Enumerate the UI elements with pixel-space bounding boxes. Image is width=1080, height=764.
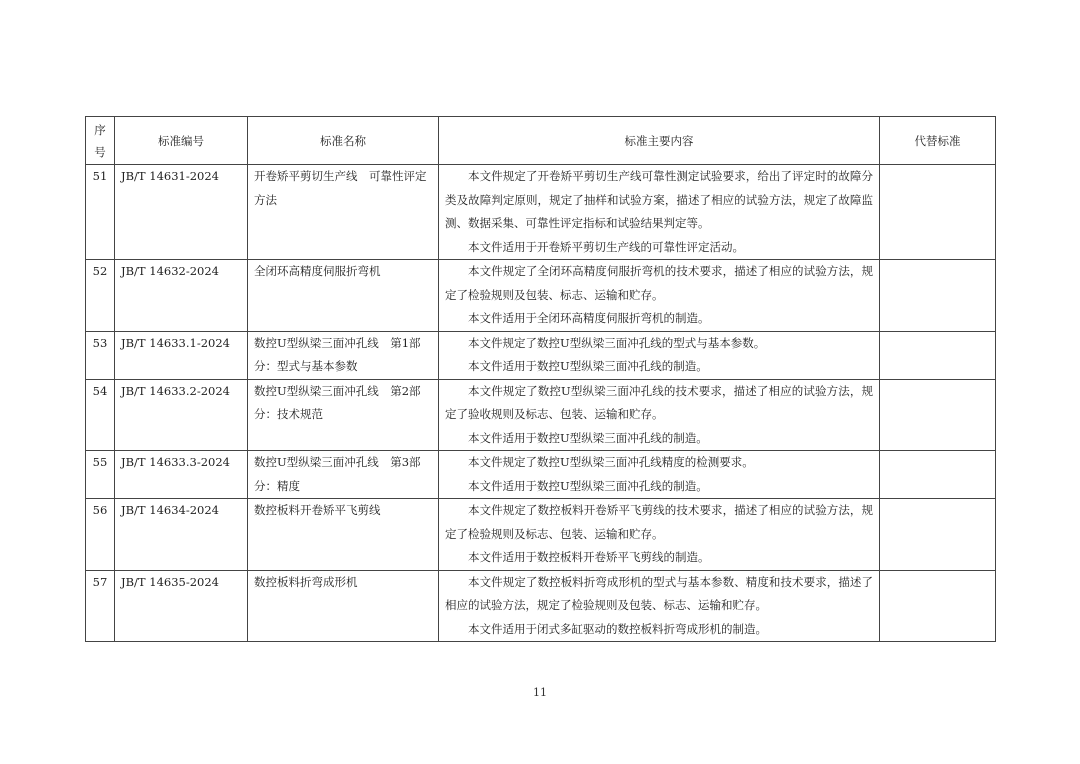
table-row — [86, 451, 996, 499]
cell-content — [439, 165, 880, 260]
content-paragraph: 本文件适用于数控U型纵梁三面冲孔线的制造。 — [468, 478, 708, 493]
header-row — [86, 117, 996, 165]
cell-content — [439, 451, 880, 499]
cell-code: JB/T 14635-2024 — [115, 570, 248, 642]
cell-name: 数控板料开卷矫平飞剪线 — [248, 499, 439, 571]
cell-seq: 52 — [86, 260, 115, 332]
table-body — [86, 165, 996, 642]
content-paragraph: 本文件规定了全闭环高精度伺服折弯机的技术要求，描述了相应的试验方法，规定了检验规则及包装、标志、运输和贮存。 — [445, 264, 873, 302]
table-row — [86, 260, 996, 332]
content-paragraph: 本文件规定了开卷矫平剪切生产线可靠性测定试验要求，给出了评定时的故障分类及故障判定原则，规定了抽样和试验方案，描述了相应的试验方法，规定了故障监测、数据采集、可靠性评定指标和试验结果判定等。 — [445, 169, 873, 230]
page-number: 11 — [533, 686, 547, 699]
cell-name: 数控U型纵梁三面冲孔线 第3部分：精度 — [248, 451, 439, 499]
cell-content — [439, 260, 880, 332]
content-paragraph: 本文件规定了数控板料开卷矫平飞剪线的技术要求，描述了相应的试验方法，规定了检验规则及标志、包装、运输和贮存。 — [445, 503, 873, 541]
header-code: 标准编号 — [115, 117, 248, 165]
cell-replace — [880, 379, 996, 451]
cell-code: JB/T 14633.3-2024 — [115, 451, 248, 499]
content-paragraph: 本文件适用于数控U型纵梁三面冲孔线的制造。 — [468, 359, 708, 373]
content-paragraph: 本文件规定了数控U型纵梁三面冲孔线的技术要求，描述了相应的试验方法，规定了验收规则及标志、包装、运输和贮存。 — [445, 383, 873, 421]
cell-name: 数控U型纵梁三面冲孔线 第2部分：技术规范 — [248, 379, 439, 451]
content-paragraph: 本文件规定了数控板料折弯成形机的型式与基本参数、精度和技术要求，描述了相应的试验方法，规定了检验规则及包装、标志、运输和贮存。 — [445, 574, 873, 612]
header-name: 标准名称 — [248, 117, 439, 165]
content-paragraph: 本文件适用于数控U型纵梁三面冲孔线的制造。 — [468, 430, 708, 445]
cell-replace — [880, 451, 996, 499]
cell-replace — [880, 331, 996, 379]
cell-replace — [880, 165, 996, 260]
table-row — [86, 379, 996, 451]
cell-content — [439, 331, 880, 379]
content-paragraph: 本文件适用于全闭环高精度伺服折弯机的制造。 — [468, 311, 710, 325]
standards-table — [85, 116, 996, 642]
cell-name: 数控板料折弯成形机 — [248, 570, 439, 642]
content-paragraph: 本文件适用于闭式多缸驱动的数控板料折弯成形机的制造。 — [468, 621, 767, 636]
cell-content — [439, 499, 880, 571]
table-row — [86, 570, 996, 642]
content-paragraph: 本文件规定了数控U型纵梁三面冲孔线精度的检测要求。 — [468, 455, 754, 469]
cell-replace — [880, 260, 996, 332]
content-paragraph: 本文件规定了数控U型纵梁三面冲孔线的型式与基本参数。 — [468, 335, 766, 350]
content-paragraph: 本文件适用于开卷矫平剪切生产线的可靠性评定活动。 — [468, 239, 744, 254]
cell-code: JB/T 14632-2024 — [115, 260, 248, 332]
cell-name: 数控U型纵梁三面冲孔线 第1部分：型式与基本参数 — [248, 331, 439, 379]
cell-seq: 51 — [86, 165, 115, 260]
cell-code: JB/T 14633.2-2024 — [115, 379, 248, 451]
table-row — [86, 165, 996, 260]
cell-seq: 53 — [86, 331, 115, 379]
cell-replace — [880, 570, 996, 642]
cell-replace — [880, 499, 996, 571]
content-paragraph: 本文件适用于数控板料开卷矫平飞剪线的制造。 — [468, 550, 710, 564]
cell-content — [439, 570, 880, 642]
header-content: 标准主要内容 — [439, 117, 880, 165]
cell-code: JB/T 14633.1-2024 — [115, 331, 248, 379]
cell-name: 开卷矫平剪切生产线 可靠性评定方法 — [248, 165, 439, 260]
cell-seq: 55 — [86, 451, 115, 499]
cell-seq: 57 — [86, 570, 115, 642]
header-seq: 序号 — [86, 117, 115, 165]
cell-name: 全闭环高精度伺服折弯机 — [248, 260, 439, 332]
table-row — [86, 499, 996, 571]
cell-code: JB/T 14631-2024 — [115, 165, 248, 260]
cell-content — [439, 379, 880, 451]
cell-seq: 54 — [86, 379, 115, 451]
cell-seq: 56 — [86, 499, 115, 571]
table-row — [86, 331, 996, 379]
cell-code: JB/T 14634-2024 — [115, 499, 248, 571]
header-replace: 代替标准 — [880, 117, 996, 165]
